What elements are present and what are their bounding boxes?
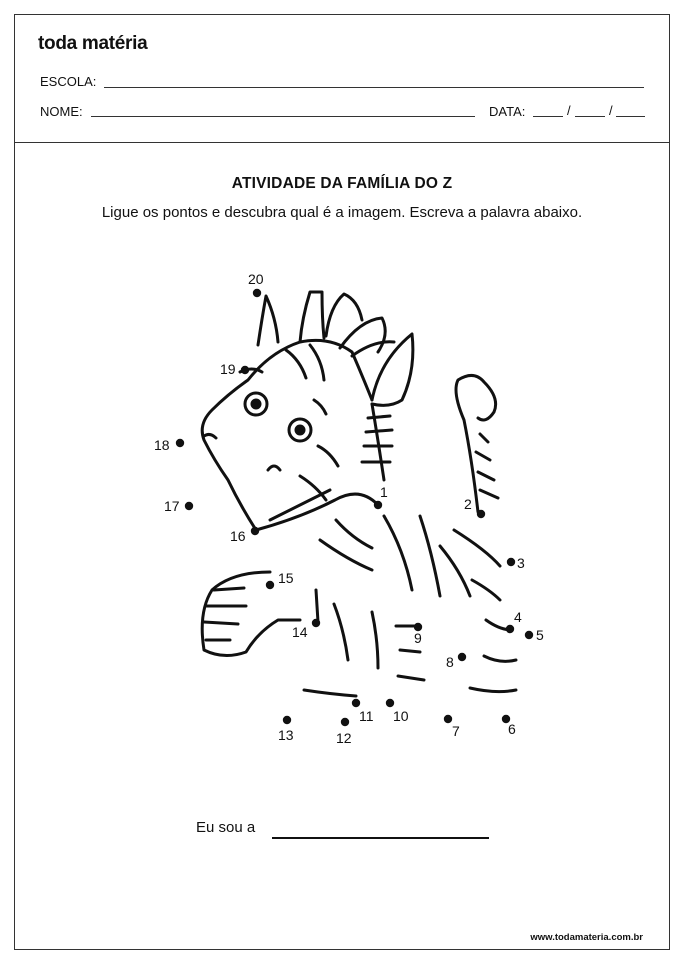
- dot-label-17: 17: [164, 498, 180, 514]
- activity-title: ATIVIDADE DA FAMÍLIA DO Z: [231, 175, 453, 192]
- dot-20[interactable]: [253, 289, 261, 297]
- school-label: ESCOLA:: [40, 74, 97, 89]
- dot-label-3: 3: [517, 555, 525, 571]
- dot-14[interactable]: [312, 619, 320, 627]
- date-separator-1: /: [567, 103, 571, 118]
- dot-label-1: 1: [380, 484, 388, 500]
- dot-19[interactable]: [241, 366, 249, 374]
- dot-15[interactable]: [266, 581, 274, 589]
- dot-label-7: 7: [452, 723, 460, 739]
- dot-2[interactable]: [477, 510, 485, 518]
- numbered-dots: [154, 271, 544, 746]
- dot-8[interactable]: [458, 653, 466, 661]
- dot-18[interactable]: [176, 439, 184, 447]
- dot-label-18: 18: [154, 437, 170, 453]
- activity-instruction: Ligue os pontos e descubra qual é a imagem. Escreva a palavra abaixo.: [101, 204, 583, 221]
- dot-label-13: 13: [278, 727, 294, 743]
- dot-12[interactable]: [341, 718, 349, 726]
- dot-label-11: 11: [359, 708, 374, 724]
- dot-label-12: 12: [336, 730, 352, 746]
- dot-label-20: 20: [248, 271, 264, 287]
- dot-7[interactable]: [444, 715, 452, 723]
- dot-label-6: 6: [508, 721, 516, 737]
- date-separator-2: /: [609, 103, 613, 118]
- dot-label-19: 19: [220, 361, 236, 377]
- dot-label-14: 14: [292, 624, 308, 640]
- dot-label-10: 10: [393, 708, 409, 724]
- dot-10[interactable]: [386, 699, 394, 707]
- dot-17[interactable]: [185, 502, 193, 510]
- name-label: NOME:: [40, 104, 83, 119]
- dot-label-16: 16: [230, 528, 246, 544]
- answer-label: Eu sou a: [196, 819, 256, 836]
- dot-13[interactable]: [283, 716, 291, 724]
- dot-4[interactable]: [506, 625, 514, 633]
- dot-3[interactable]: [507, 558, 515, 566]
- answer-field-line[interactable]: [272, 837, 489, 839]
- footer-website[interactable]: www.todamateria.com.br: [530, 932, 643, 943]
- dot-label-5: 5: [536, 627, 544, 643]
- dot-label-2: 2: [464, 496, 472, 512]
- dot-label-8: 8: [446, 654, 454, 670]
- date-label: DATA:: [489, 104, 526, 119]
- dot-5[interactable]: [525, 631, 533, 639]
- dot-label-15: 15: [278, 570, 294, 586]
- dot-label-4: 4: [514, 609, 522, 625]
- brand-logo: toda matéria: [38, 33, 148, 54]
- dot-11[interactable]: [352, 699, 360, 707]
- dot-label-9: 9: [414, 630, 422, 646]
- dot-16[interactable]: [251, 527, 259, 535]
- zebra-line-art: [202, 292, 516, 696]
- dot-1[interactable]: [374, 501, 382, 509]
